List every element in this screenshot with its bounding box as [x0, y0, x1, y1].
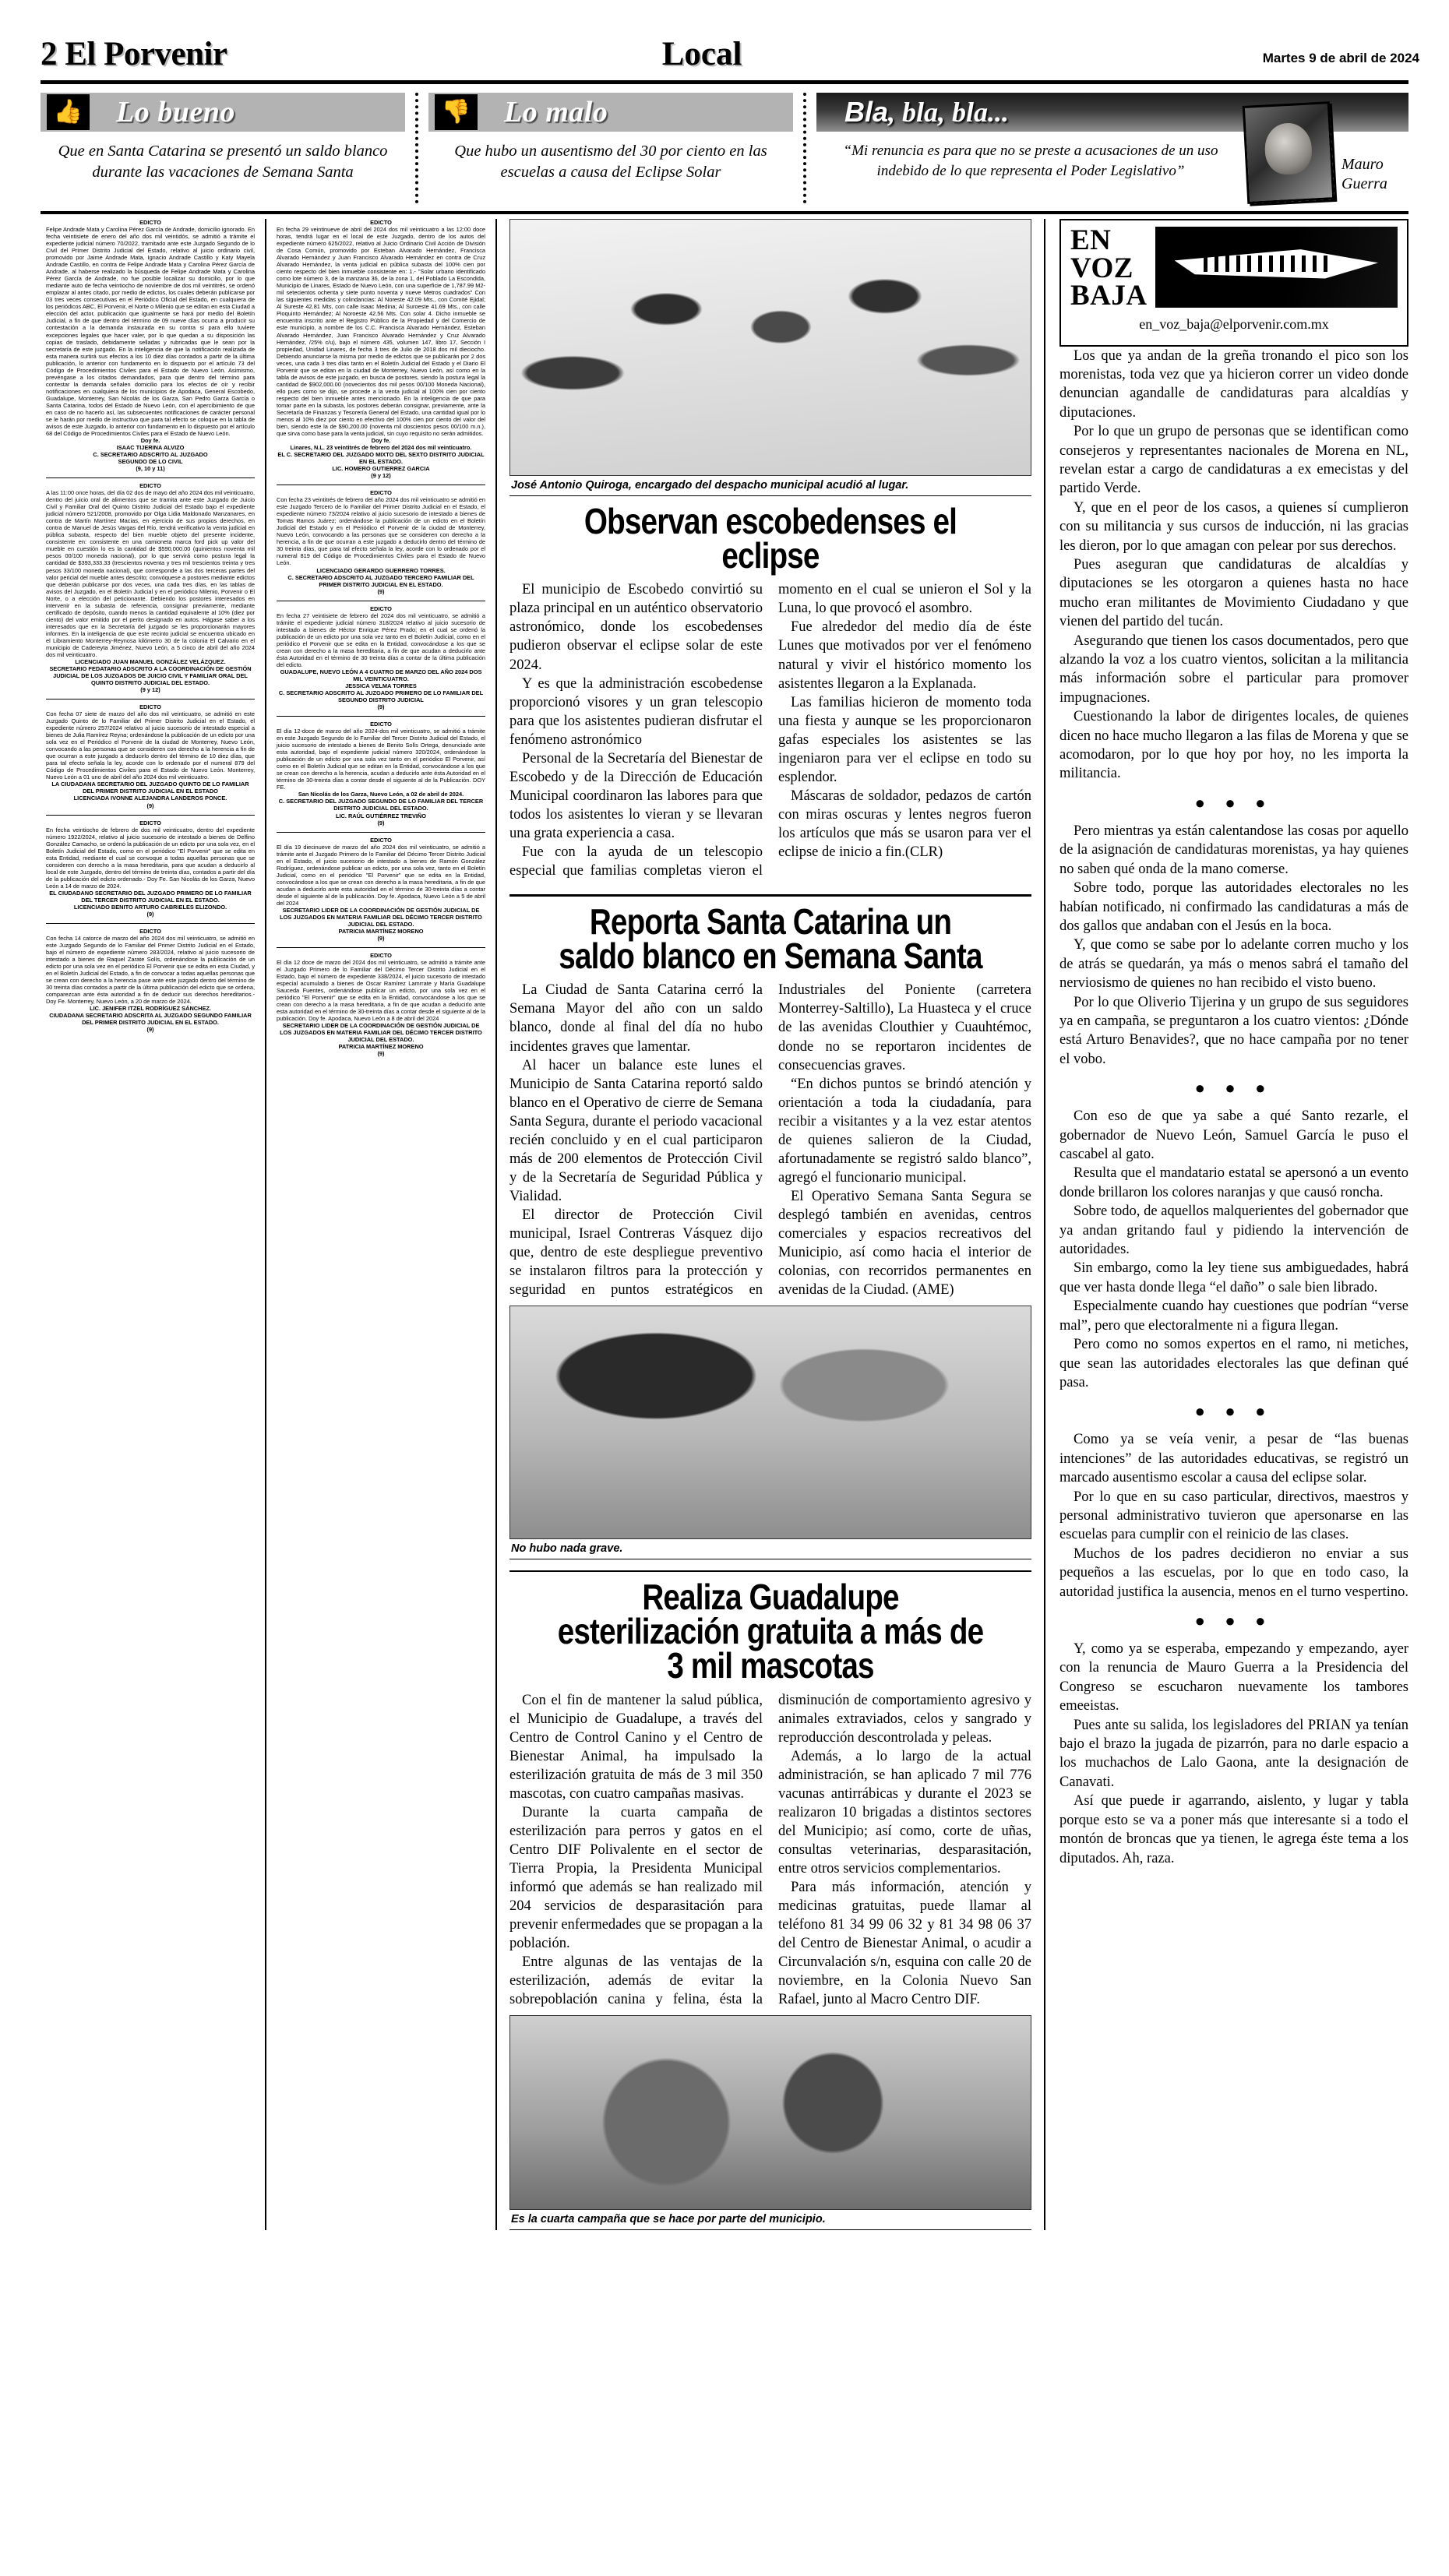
en-voz-baja-paragraph: Especialmente cuando hay cuestiones que podrían “verse mal”, pero que electoralmente ni a figura llegan.: [1059, 1299, 1408, 1334]
article-paragraph: Durante la cuarta campaña de esterilización para perros y gatos en el Centro DIF Polivalente en el sector de Tierra Propia, la Presidenta Municipal informó que además se han realizado mil 204 servicios de desparasitación para prevenir enfermedades que se propagan a la población.: [509, 1804, 763, 1952]
legal-notice-header: EDICTO: [370, 489, 392, 497]
legal-notice-body: En fecha 29 veintinueve de abril del 2024 dos mil veinticuatro a las 12:00 doce horas, tendrá lugar en el local de este Juzgado, dentro de los autos del expediente número 625/2022, relativo al Juicio Ordinario Civil Acción de División de Cosa Común, promovido por Esteban Alvarado Hernández, Francisca Alvarado Hernández y Juan Francisco Alvarado Hernández en contra de Cruz Alvarado Hernández, la venta judicial en pública subasta del 100% cien por ciento respecto del bien inmueble consistente en: 1.- "Solar urbano identificado como lote número 3, de la manzana 36, de la zona 1, del Poblado La Escondida, Municipio de Linares, Estado de Nuevo León, con una superficie de 1,787.99 M2-mil setecientos ochenta y siete punto noventa y nueve Metros cuadrados" Con las siguientes medidas y colindancias: Al Noreste 42.09 Mts., con Comité Ejidal; Al Sureste 42.81 Mts, con calle Isaac Medina; Al Suroeste 41.69 Mts., con calle Pioquinto Hernández; Al Noroeste 42.56 Mts. Con solar 4. Dicho inmueble se encuentra inscrito ante el Registro Público de la Propiedad y del Comercio de este municipio, a nombre de los C.C. Francisca Alvarado Hernández, Esteban Alvarado Hernández, Juan Francisco Alvarado Hernández y Cruz Alvarado Hernández, /25% c/u), bajo el número 435, volumen 147, libro 17, Sección I propiedad, Unidad Linares, de fecha 3 tres de Julio de 2018 dos mil dieciocho. Debiendo anunciarse la misma por medio de edictos que se publicarán por 2 dos veces, una cada 3 tres días tanto en el Boletín Judicial del Estado y el Diario El Porvenir que se editan en la ciudad de Monterrey, Nuevo León, así como en la tabla de avisos de este juzgado, en busca de postores, siendo la postura legal la cantidad de $902,000.00 (novecientos dos mil pesos 00/100 Moneda Nacional), ello pues como se dijo, se procede a la venta judicial al 100% cien por ciento respecto del bien inmueble antes mencionado. En la inteligencia de que para tomar parte en la subasta, los postores deberán consignar, previamente, ante la Secretaría de Finanzas y Tesorería General del Estado, una cantidad igual por lo menos al 10% diez por ciento en efectivo del 100% cien por ciento del valor del bien, siendo este la de $90,200.00 (noventa mil doscientos pesos 00/100 m.n.), que sirva como base para la venta judicial, sin cuyo requisito no serán admitidos.: [276, 226, 486, 437]
article-santa-catarina: [509, 901, 1031, 1559]
en-voz-baja-paragraph: Sobre todo, de aquellos malquerientes del gobernador que ya andan gritando faul y pidiendo la intervención de autoridades.: [1059, 1203, 1408, 1258]
legal-notice-body: En fecha 27 veintisiete de febrero del 2024 dos mil veinticuatro, se admitió a trámite el expediente judicial número 318/2024 relativo al juicio sucesorio de intestado a bienes de Héctor Enrique Pérez Prado; en el cual se ordenó la publicación de un edicto por una sola vez tanto en el Boletín Judicial, como en el periódico el Porvenir que se edita en la Entidad, convocándose a los que se crean con derecho a la masa hereditaria, a fin de que acudan a deducirlo ante ésta Autoridad en el término de 30 treinta días a contar de la última publicación del edicto.: [276, 611, 486, 668]
guadalupe-photo-caption: Es la cuarta campaña que se hace por parte del municipio.: [509, 2210, 1031, 2230]
title-line-1: EN: [1070, 224, 1112, 256]
bla-bla-body: [816, 132, 1408, 202]
en-voz-baja-paragraph: Y, que en el peor de los casos, a quienes sí cumplieron con su militancia y sus cursos de inducción, ni las gracias les dieron, por lo que amagan con pelear por sus derechos.: [1059, 499, 1408, 554]
article-paragraph: La Ciudad de Santa Catarina cerró la Semana Mayor del año con un saldo blanco, donde al final del día no hubo incidentes graves que lamentar.: [509, 982, 763, 1055]
issue-date: Martes 9 de abril de 2024: [1262, 51, 1419, 65]
eclipse-body: [509, 580, 1031, 880]
legal-notice-header: EDICTO: [139, 819, 161, 826]
en-voz-baja-paragraph: Sin embargo, como la ley tiene sus ambiguedades, habrá que ver hasta donde llega “el daño” o sale bien librado.: [1059, 1260, 1408, 1295]
articles-column: [502, 219, 1039, 2230]
en-voz-baja-title: [1070, 224, 1148, 312]
legal-notice-header: EDICTO: [370, 721, 392, 728]
lo-bueno-text: Que en Santa Catarina se presentó un saldo blanco durante las vacaciones de Semana Santa: [58, 143, 388, 181]
guadalupe-headline: Realiza Guadalupe esterilización gratuita a más de 3 mil mascotas: [557, 1577, 984, 1686]
section-title: Local: [661, 36, 742, 72]
photo-image: [510, 2016, 1031, 2209]
legal-notice-number: (9, 10 y 11): [136, 465, 165, 473]
legal-notice-body: El día 12-doce de marzo del año 2024-dos mil veinticuatro, se admitió a trámite en este Juzgado Segundo de lo Familiar del Tercer Distrito Judicial del Estado, el juicio sucesorio de intestado a bienes de Benito Solís Ortega, denunciado ante esta autoridad, bajo el expediente judicial número 320/2024, ordenándose la publicación de un edicto por una sola vez tanto en el periódico El Porvenir, así como en el Boletín Judicial que se editan en la Entidad, convocándose a los que se crean con derecho a la herencia, acudan a deducirlo ante ésta Autoridad en el término de 30-treinta días a contar desde el siguiente al de la Publicación. DOY FE.: [276, 728, 486, 791]
legal-notice-body: En fecha veintiocho de febrero de dos mil veinticuatro, dentro del expediente número 1922/2024, relativo al juicio sucesorio de intestado a bienes de Delfino González Camacho, se ordenó la publicación de un edicto por una sola vez, en el Boletín Judicial del Estado, como en el periódico "El Porvenir" que se edita en esta Entidad, mediante el cual se convoque a todas aquellas personas que se consideren con derecho a la masa hereditaria, para que acudan a deducirlo al local de este Juzgado, dentro del término de treinta días, contados a partir del día de la publicación del edicto ordenado.- Doy Fe. San Nicolás de los Garza, Nuevo León a 14 de marzo de 2024.: [46, 826, 256, 890]
legal-notice-signature: SEGUNDO DE LO CIVIL: [118, 458, 183, 466]
legal-notice-signature: C. SECRETARIO ADSCRITO AL JUZGADO PRIMERO DE LO FAMILIAR DEL SEGUNDO DISTRITO JUDICIAL: [278, 689, 484, 704]
en-voz-baja-paragraph: Sobre todo, porque las autoridades electorales no les habían notificado, ni confirmado las candidaturas a más de dos gallos que andaban con el Jesús en la boca.: [1059, 880, 1408, 934]
legal-notice-signature: EL CIUDADANO SECRETARIO DEL JUZGADO PRIMERO DE LO FAMILIAR DEL TERCER DISTRITO JUDICIAL EN EL ESTADO.: [49, 889, 252, 904]
mauro-guerra-photo: [1243, 101, 1334, 204]
legal-notice-body: A las 11:00 once horas, del día 02 dos de mayo del año 2024 dos mil veinticuatro, dentro del juicio oral de alimentos que se tramita ante este Juzgado de Juicio Civil y Familiar Oral del Quinto Distrito Judicial del Estado bajo el expediente judicial número 521/2008, promovido por Olga Lidia Maldonado Manzanares, en contra de Martín Martínez Macias, en ejercicio de sus propios derechos, en contra de Manuel de Jesús Vargas del Río, tendrá verificativo la venta judicial en pública subasta, respecto del bien mueble objeto del presente incidente, consistente en: consistente en una camioneta marca ford pick up valor del mueble en cuestión lo es la cantidad de $590,000.00 (quinientos noventa mil pesos 00/100 moneda nacional), por lo que servirá como postura legal la cantidad de $393,333.33 (trescientos noventa y tres mil trescientos treinta y tres pesos 33/100 moneda nacional), que corresponde a las dos terceras partes del valor pericial del mueble antes descrito; convóquese a postores mediante edictos que deberán publicarse por dos veces, una cada tres días, en las tablas de avisos del Juzgado, en el Boletín Judicial y en el periódico Milenio, Porvenir o El Norte, o a elección del peticionante. Debiendo los postores interesados en intervenir en la subasta de referencia, consignar previamente, mediante certificado de depósito, cuando menos la cantidad equivalente al 10% (diez por ciento) del valor emitido por el perito designado en autos. Hágase saber a los interesados que en la Secretaría del juzgado se les proporcionarán mayores informes. En la inteligencia de que este recinto judicial se encuentra ubicado en el Libramiento Monterrey-Reynosa kilómetro 30 de la colonia El Calvario en el municipio de Cadereyta Jiménez, Nuevo León, a 5 cinco de abril del año 2024 dos mil veinticuatro.: [46, 489, 256, 658]
eclipse-photo-caption: José Antonio Quiroga, encargado del despacho municipal acudió al lugar.: [509, 476, 1031, 496]
en-voz-baja-paragraph: Asegurando que tienen los casos documentados, pero que alzando la voz a los cuatro vientos, solicitan a la militancia más información sobre el particular para promover impugnaciones.: [1059, 633, 1408, 706]
paragraph-group-separator: ● ● ●: [1194, 1401, 1274, 1422]
en-voz-baja-email: en_voz_baja@elporvenir.com.mx: [1139, 315, 1329, 332]
article-paragraph: Además, a lo largo de la actual administración, se han aplicado 7 mil 776 vacunas antirrábicas y durante el 2023 se realizaron 10 brigadas a distintos sectores del Municipio; así como, corte de uñas, consultas veterinarias, desparasitación, entre otros servicios complementarios.: [778, 1748, 1031, 1877]
article-separator-2: [509, 1569, 1031, 1572]
legal-notice: [46, 928, 255, 1033]
title-line-2: VOZ: [1070, 252, 1133, 284]
article-separator-1: [509, 893, 1031, 897]
article-paragraph: El municipio de Escobedo convirtió su plaza principal en un auténtico observatorio astronómico, donde los escobedenses pudieron observar el eclipse solar de este 2024.: [509, 582, 763, 673]
legal-notice-header: EDICTO: [139, 219, 161, 226]
legal-notice-signature: JESSICA VELMA TORRES: [345, 682, 417, 689]
legal-notice-signature: San Nicolás de los Garza, Nuevo León, a 02 de abril de 2024.: [298, 791, 464, 798]
paragraph-group-separator: ● ● ●: [1194, 1611, 1274, 1631]
legal-notice-signature: LICENCIADO JUAN MANUEL GONZÁLEZ VELÁZQUEZ.: [75, 657, 226, 665]
lo-malo-block: [428, 93, 793, 203]
eclipse-crowd-photo: [509, 219, 1031, 476]
legal-notice-signature: LICENCIADO BENITO ARTURO CABRIELES ELIZONDO.: [73, 903, 227, 911]
legal-notice-header: EDICTO: [370, 836, 392, 844]
legal-notice-signature: C. SECRETARIO ADSCRITO AL JUZGADO: [93, 451, 208, 459]
en-voz-baja-paragraph: Como ya se veía venir, a pesar de “las buenas intenciones” de las autoridades educativas, se registró un marcado ausentismo escolar a causa del eclipse solar.: [1059, 1432, 1408, 1486]
legal-notice-number: (9): [146, 910, 154, 918]
legal-notice-header: EDICTO: [370, 219, 392, 226]
en-voz-baja-paragraph: Y, que como se sabe por lo adelante corren mucho y los de atrás se quedarán, ya más o menos sabrá el tamaño del nerviosismo de quienes no han recibido el visto bueno.: [1059, 937, 1408, 992]
legal-notice-signature: EL C. SECRETARIO DEL JUZGADO MIXTO DEL SEXTO DISTRITO JUDICIAL EN EL ESTADO.: [277, 451, 485, 466]
megaphone-art-icon: [1155, 227, 1398, 308]
en-voz-baja-paragraph: Cuestionando la labor de dirigentes locales, de quienes dicen no hace mucho llegaron a las filas de Morena y que se acomodaron, por lo que hoy por hoy, no les importa la militancia.: [1059, 709, 1408, 782]
legal-notice-header: EDICTO: [139, 927, 161, 935]
legal-notice-signature: GUADALUPE, NUEVO LEÓN A 4 CUATRO DE MARZO DEL AÑO 2024 DOS MIL VEINTICUATRO.: [280, 668, 482, 682]
legal-notice-body: El día 12 doce de marzo del 2024 dos mil veinticuatro, se admitió a trámite ante el Juzgado Primero de lo Familiar del Décimo Tercer Distrito Judicial en el Estado, bajo el número de expediente 338/2024, el juicio sucesorio de intestado especial acumulado a bienes de Oscar Ramírez Lamrrate y María Guadalupe Sauceda Fuentes, ordenándose publicar un edicto, por una sola vez en el periódico "El Porvenir" que se edita en la Entidad, convocándose a los que se crean con derecho a la masa hereditaria, a fin de que acudan a deducirlo ante esta autoridad en el término de 30-treinta días a contar desde el siguiente al de la publicación. Doy fe. Apodaca, Nuevo León a 8 de abril del 2024: [276, 959, 486, 1023]
divider-1: [415, 93, 418, 203]
legal-notice-signature: LIC. JENIFER ITZEL RODRÍGUEZ SÁNCHEZ.: [90, 1005, 211, 1013]
title-line-3: BAJA: [1070, 280, 1148, 312]
article-paragraph: Y es que la administración escobedense proporcionó visores y un gran telescopio para que los asistentes pudieran disfrutar el fenómeno astronómico: [509, 675, 763, 748]
legal-notice: [46, 219, 255, 472]
legal-notice-number: (9 y 12): [371, 472, 391, 480]
legal-notice: [46, 703, 255, 809]
en-voz-baja-paragraph: Con eso de que ya sabe a qué Santo rezarle, el gobernador de Nuevo León, Samuel García le puso el cascabel al gato.: [1059, 1108, 1408, 1163]
legal-notice-signature: LA CIUDADANA SECRETARIO DEL JUZGADO QUINTO DE LO FAMILIAR DEL PRIMER DISTRITO JUDICIAL EN EL ESTADO: [51, 781, 249, 795]
masthead-rule: [41, 80, 1408, 86]
legal-notice-signature: SECRETARIO FEDATARIO ADSCRITO A LA COORDINACIÓN DE GESTIÓN JUDICIAL DE LOS JUZGADOS DE JUICIO CIVIL Y FAMILIAR ORAL DEL QUINTO DISTRITO JUDICIAL DEL ESTADO.: [49, 664, 252, 686]
en-voz-baja-paragraph: Pero como no somos expertos en el ramo, ni metiches, que sean las autoridades electorales las que definan qué pasa.: [1059, 1337, 1408, 1390]
legal-notice-signature: LICENCIADA IVONNE ALEJANDRA LANDEROS PONCE.: [73, 795, 227, 802]
legal-notice-signature: Linares, N.L. 23 veintitrés de febrero del 2024 dos mil veinticuatro.: [290, 444, 472, 451]
opinion-banner-row: [41, 93, 1408, 203]
en-voz-baja-column: [1050, 219, 1408, 2230]
en-voz-baja-paragraph: Por lo que Oliverio Tijerina y un grupo de sus seguidores ya en campaña, se preguntaron a los cuatro vientos: ¿Dónde está Arturo Benavides?, que no hace campaña por no tener el vobo.: [1059, 994, 1408, 1067]
bla-bla-block: [816, 93, 1408, 203]
legal-notice-body: El día 19 diecinueve de marzo del año 2024 dos mil veinticuatro, se admitió a trámite ante el Juzgado Primero de lo Familiar del Décimo Tercer Distrito Judicial en el Estado, el juicio sucesorio de intestado a bienes de Ramón González Rodríguez, ordenándose publicar un edicto, por una sola vez, tanto en el Boletín Judicial, como en el periódico "El Porvenir" que se edita en la Entidad, convocándose a los que se crean con derecho a la masa hereditaria, a fin de que acudan a deducirlo ante esta autoridad en el término de 30-treinta días a contar desde el siguiente al de la publicación. Doy fe. Apodaca, Nuevo León a 5 de abril del 2024: [276, 843, 486, 907]
legal-notice-number: (9): [146, 802, 154, 809]
en-voz-baja-box: [1059, 219, 1408, 347]
en-voz-baja-paragraph: Por lo que un grupo de personas que se identifican como consejeros y representantes nacionales de Morena en NL, revelan estar a cargo de candidaturas a ex emecistas y del partido Verde.: [1059, 424, 1408, 497]
bla-rest: , bla, bla...: [888, 97, 1010, 128]
legal-notices-section: [41, 219, 491, 2230]
bla-bla-title: [844, 98, 1009, 126]
legal-notice-number: (9): [377, 819, 385, 826]
legal-notice-body: Con fecha 14 catorce de marzo del año 2024 dos mil veinticuatro, se admitió en este Juzgado Segundo de lo Familiar del Primer Distrito Judicial en el Estado, bajo el número de expediente número 283/2024, relativo al juicio sucesorio de intestado a bienes de Raquel Zarate Solís, ordenándose la publicación de un edicto por una sola vez en el periódico El Porvenir que se edita en esta Ciudad, y en el Boletín Judicial del Estado, a fin de convocar a todas aquellas personas que se crean con derecho a la herencia pase ante este juzgado dentro del término de 30 treinta días contados a partir de la última publicación del edicto que se ordena, comparezcan ante ésta autoridad a fin de deducir sus derechos hereditarios.- Doy Fe. Monterrey, Nuevo León, a 20 de marzo de 2024.: [46, 935, 256, 1006]
lo-bueno-header: [41, 93, 405, 132]
article-paragraph: Entre algunas de las ventajas de la esterilización, además de evitar la sobrepoblación canina y felina, ésta la disminución de comportamiento agresivo y animales extraviados, celos y sangrado y reproducción descontrolada y peleas.: [509, 1692, 1031, 2008]
article-eclipse: [509, 219, 1031, 880]
pet-sterilization-photo: [509, 2015, 1031, 2210]
person-line-1: Mauro: [1341, 156, 1384, 173]
legal-notice-divider: [277, 832, 485, 833]
lo-bueno-title: Lo bueno: [116, 96, 235, 129]
legal-notice-signature: LICENCIADO GERARDO GUERRERO TORRES.: [316, 566, 446, 574]
legal-notice-header: EDICTO: [139, 482, 161, 490]
person-line-2: Guerra: [1341, 175, 1387, 192]
en-voz-baja-paragraph: Muchos de los padres decidieron no enviar a sus pequeños a las escuelas, por lo que en todo caso, la autoridad justifica la ausencia, menos en el turno vespertino.: [1059, 1545, 1408, 1600]
legal-notice-signature: C. SECRETARIO ADSCRITO AL JUZGADO TERCERO FAMILIAR DEL PRIMER DISTRITO JUDICIAL EN EL ESTADO.: [287, 573, 474, 588]
lo-malo-title: Lo malo: [504, 96, 608, 129]
legal-notice: [277, 605, 485, 710]
legal-notice-header: EDICTO: [139, 703, 161, 711]
legal-notice-divider: [277, 947, 485, 948]
en-voz-baja-paragraph: Y, como ya se esperaba, empezando y empezando, ayer con la renuncia de Mauro Guerra a la Presidencia del Congreso se escucharon nuevamente los tambores emeeistas.: [1059, 1641, 1408, 1714]
paragraph-group-separator: ● ● ●: [1194, 792, 1274, 812]
legal-notice-number: (9): [377, 703, 385, 711]
article-paragraph: “En dichos puntos se brindó atención y orientación a toda la ciudadanía, para recibir a visitantes y a la vez estar atentos de quienes salieron de la Ciudad, afortunadamente se registró saldo blanco”, agregó el funcionario municipal.: [778, 1076, 1031, 1186]
en-voz-baja-paragraph: Los que ya andan de la greña tronando el pico son los morenistas, toda vez que ya hicieron correr un video donde denuncian agandalle de candidaturas para alcaldías y diputaciones.: [1059, 347, 1408, 421]
legal-notice-number: (9): [146, 1026, 154, 1034]
page-title: 2 El Porvenir: [41, 36, 227, 72]
legal-notice-divider: [277, 716, 485, 717]
legal-notice-divider: [46, 815, 255, 816]
legal-notice-signature: Doy fe.: [371, 436, 391, 444]
legal-notice: [277, 489, 485, 594]
thumbs-down-icon: 👎: [435, 94, 478, 130]
photo-image: [510, 220, 1031, 475]
legal-notice-signature: PATRICIA MARTÍNEZ MORENO: [338, 1043, 424, 1051]
masthead: [23, 0, 1426, 76]
santa-catarina-body: [509, 981, 1031, 1299]
eclipse-headline: Observan escobedenses el eclipse: [583, 501, 957, 576]
banner-bottom-rule: [41, 210, 1408, 214]
legal-notice: [277, 952, 485, 1057]
article-paragraph: El Operativo Semana Santa Segura se desplegó también en avenidas, centros comerciales y espacios recreativos del Municipio, así como hacia el interior de colonias, con recorridos permanentes en avenidas de la Ciudad. (AME): [778, 1188, 1031, 1299]
column-divider-a: [265, 219, 266, 2230]
article-paragraph: Máscaras de soldador, pedazos de cartón con miras oscuras y lentes negros fueron los artículos que más se usaron para ver el eclipse de inicio a fin.(CLR): [778, 788, 1031, 860]
lo-malo-text: Que hubo un ausentismo del 30 por ciento en las escuelas a causa del Eclipse Solar: [454, 143, 767, 181]
legal-notice-number: (9): [377, 935, 385, 942]
article-guadalupe: [509, 1577, 1031, 2230]
article-paragraph: Fue alrededor del medio día de éste Lunes que motivados por ver el fenómeno natural y vivir el histórico momento los asistentes llegaron a la Explanada.: [778, 619, 1031, 692]
legal-notice-signature: LIC. HOMERO GUTIERREZ GARCIA: [332, 465, 430, 473]
guadalupe-body: [509, 1691, 1031, 2010]
legal-column-2: [271, 219, 491, 2230]
article-paragraph: Personal de la Secretaría del Bienestar de Escobedo y de la Dirección de Educación Municipal coordinaron las labores para que todos los asistentes lo vieran y se llevaran una grata experiencia a casa.: [509, 750, 763, 841]
article-paragraph: Para más información, atención y medicinas gratuitas, puede llamar al teléfono 81 34 99 06 32 y 81 34 98 06 37 del Centro de Bienestar Animal, o acudir a Circunvalación s/n, esquina con calle 20 de noviembre, en la Colonia Nuevo San Rafael, junto al Macro Centro DIF.: [778, 1880, 1031, 2008]
lo-bueno-block: [41, 93, 405, 203]
divider-2: [803, 93, 806, 203]
legal-notice-body: Con fecha 23 veintitrés de febrero del año 2024 dos mil veinticuatro se admitió en este Juzgado Tercero de lo Familiar del Primer Distrito Judicial en el Estado, el expediente número 73/2024 relativo al juicio sucesorio de intestado a bienes de Tomas Ramos Juárez; ordenándose la publicación de un edicto en el Boletín Judicial del Estado y en el Periódico el Porvenir de la ciudad de Monterrey, Nuevo León, convocando a las personas que se consideren con derecho a la herencia, a fin de que ocurran a este juzgado a deducirlo dentro del término de 30 treinta días, que para tal efecto señala la ley, acorde con lo ordenado por el numeral 819 del Código de Procedimientos Civiles para el Estado de Nuevo León.: [276, 496, 486, 567]
legal-notice-signature: SECRETARIO LIDER DE LA COORDINACIÓN DE GESTIÓN JUDICIAL DE LOS JUZGADOS EN MATERIA FAMILIAR DEL DÉCIMO TERCER DISTRITO JUDICIAL DEL ESTADO.: [280, 906, 482, 928]
legal-notice-body: Con fecha 07 siete de marzo del año dos mil veinticuatro, se admitió en este Juzgado Quinto de lo Familiar del Primer Distrito Judicial en el Estado, el expediente número 257/2024 relativo al juicio sucesorio de intestado especial a bienes de Julia Ramírez Reyna; ordenándose la publicación de un edicto por una sola vez en el Periódico el Porvenir de la ciudad de Monterrey, Nuevo León, convocando a las personas que se consideren con derecho a la herencia a fin de que ocurran a este juzgado a deducirlo dentro del término de 10 diez días, que para tal efecto señala la ley, acorde con lo ordenado por el numeral 879 del Código de Procedimientos Civiles para el Estado de Nuevo León. Monterrey, Nuevo León a 01 uno de abril del año 2024 dos mil veinticuatro.: [46, 710, 256, 781]
column-divider-b: [495, 219, 497, 2230]
en-voz-baja-paragraph: Por lo que en su caso particular, directivos, maestros y personal administrativo tuvieron que apersonarse en las escuelas para cumplir con el reinicio de las clases.: [1059, 1489, 1408, 1543]
legal-column-1: [41, 219, 260, 2230]
legal-notice-number: (9): [377, 1050, 385, 1058]
legal-notice-header: EDICTO: [370, 604, 392, 612]
legal-notice-signature: ISAAC TIJERINA ALVIZO: [116, 444, 185, 451]
bla-person-name: [1337, 138, 1408, 194]
legal-notice-signature: LIC. RAÚL GUTIÉRREZ TREVIÑO: [335, 812, 427, 819]
article-paragraph: Con el fin de mantener la salud pública, el Municipio de Guadalupe, a través del Centro de Control Canino y el Centro de Bienestar Animal, ha impulsado la esterilización gratuita de más de 3 mil 350 mascotas, con cuatro campañas masivas.: [509, 1692, 763, 1802]
bla-quote: “Mi renuncia es para que no se preste a acusaciones de un uso indebido de lo que representa el Poder Legislativo”: [843, 143, 1218, 179]
paragraph-group-separator: ● ● ●: [1194, 1078, 1274, 1098]
article-paragraph: Al hacer un balance este lunes el Municipio de Santa Catarina reportó saldo blanco en el Operativo de cierre de Semana Santa Segura, durante el periodo vacacional recién concluido y en el cual participaron más de 200 elementos de Protección Civil y de la Secretaría de Seguridad Pública y Vialidad.: [509, 1057, 763, 1204]
legal-notice-number: (9): [377, 587, 385, 595]
lo-malo-header: [428, 93, 793, 132]
legal-notice: [46, 819, 255, 918]
legal-notice-header: EDICTO: [370, 952, 392, 960]
en-voz-baja-paragraph: Pues ante su salida, los legisladores del PRIAN ya tenían bajo el brazo la jugada de pizarrón, para no darle espacio a los muchachos de Lalo Gaona, ante la designación de Canavati.: [1059, 1717, 1408, 1790]
legal-notice: [46, 482, 255, 693]
column-divider-c: [1044, 219, 1045, 2230]
legal-notice-divider: [46, 699, 255, 700]
legal-notice-signature: PATRICIA MARTÍNEZ MORENO: [338, 927, 424, 935]
protection-civil-photo: [509, 1306, 1031, 1539]
legal-notice-body: Felipe Andrade Mata y Carolina Pérez García de Andrade, domicilio ignorado. En fecha veintisiete de enero del año dos mil veintidós, se admitió a trámite el expediente judicial número 70/2022, tramitado ante este Juzgado Segundo de lo Civil del Primer Distrito Judicial del Estado, relativo al juicio ordinario civil, promovido por Jaime Andrade Mata, Ignacio Andrade Castillo y Katy Mayela Andrade Castillo, en contra de Felipe Andrade Mata y Carolina Pérez García de Andrade, al haberse realizado la búsqueda de Felipe Andrade Mata y Carolina Pérez García de Andrade, no fue posible localizar su domicilio, por lo que mediante auto de fecha veintiocho de noviembre de dos mil veintitrés, se ordenó emplazar al antes citado, por medio de edictos, los cuales deberán publicarse por 03 tres veces consecutivas en el Periódico Oficial del Estado, en cualquiera de los periódicos ABC, El Porvenir, el Norte o Milenio que se editan en esta Ciudad a elección del actor, publicación que igualmente se hará por medio del Boletín Judicial, a fin de que dentro del término de 09 nueve días ocurra a producir su contestación a la demanda instaurada en su contra si para ello tuviere excepciones legales que hacer valer, por lo que quedan a su disposición las copias de traslado, debidamente selladas y rubricadas que le sean por la secretaría de este juzgado. En la inteligencia de que la notificación realizada de esta manera surtirá sus efectos a los 10 diez días contados a partir de la última publicación, lo anterior con fundamento en lo dispuesto por el artículo 73 del Código de Procedimientos Civiles para el Estado de Nuevo León. Asimismo, prevéngase a los citados demandados, para que dentro del término para contestar la demanda señalen domicilio para los efectos de oír y recibir notificaciones en cualquiera de los municipios de Apodaca, General Escobedo, Guadalupe, Monterrey, San Nicolás de los Garza, San Pedro Garza García o Santa Catarina, todos del Estado de Nuevo León, con el apercibimiento de que en caso de no hacerlo así, las subsecuentes notificaciones de carácter personal se le harán por medio de instructivo que para tal efecto se coloque en la tabla de avisos de este Juzgado, lo anterior con fundamento en lo dispuesto por el artículo 68 del Código de Procedimientos Civiles para el Estado de Nuevo León.: [46, 226, 256, 437]
thumbs-up-icon: 👍: [47, 94, 90, 130]
legal-notice: [277, 837, 485, 942]
en-voz-baja-paragraph: Así que puede ir agarrando, aislento, y lugar y tabla porque esto se va a poner más que interesante si a todo el montón de broncas que ya tienen, le agrega éste tema a los diputados. Ah, raza.: [1059, 1793, 1408, 1866]
legal-notice-divider: [46, 923, 255, 924]
legal-notice-signature: SECRETARIO LIDER DE LA COORDINACIÓN DE GESTIÓN JUDICIAL DE LOS JUZGADOS EN MATERIA FAMILIAR DEL DÉCIMO TERCER DISTRITO JUDICIAL DEL ESTADO.: [280, 1022, 482, 1044]
photo-image: [510, 1306, 1031, 1538]
bla-bold: Bla: [844, 96, 889, 128]
legal-notice: [277, 219, 485, 479]
legal-notice: [277, 721, 485, 826]
legal-notice-signature: CIUDADANA SECRETARIO ADSCRITA AL JUZGADO SEGUNDO FAMILIAR DEL PRIMER DISTRITO JUDICIAL EN EL ESTADO.: [49, 1012, 252, 1027]
legal-notice-signature: Doy fe.: [140, 436, 160, 444]
santa-catarina-photo-caption: No hubo nada grave.: [509, 1539, 1031, 1559]
en-voz-baja-paragraph: Pues aseguran que candidaturas de alcaldías y diputaciones se les otorgaron a quienes hasta no hace mucho eran militantes de Movimiento Ciudadano y que vienen del partido del tucán.: [1059, 557, 1408, 630]
en-voz-baja-paragraph: Pero mientras ya están calentandose las cosas por aquello de la asignación de candidaturas morenistas, ya hay quienes no saben qué onda de la mano comerse.: [1059, 823, 1408, 877]
article-paragraph: Fue con la ayuda de un telescopio especial que familias completas vieron el momento en el cual se unieron el Sol y la Luna, lo que provocó el asombro.: [509, 582, 1031, 879]
en-voz-baja-paragraph: Resulta que el mandatario estatal se apersonó a un evento donde brillaron los colores naranjas y que causó roncha.: [1059, 1165, 1408, 1200]
legal-notice-divider: [46, 477, 255, 478]
article-paragraph: Las familias hicieron de momento toda una fiesta y aunque se les proporcionaron gafas especiales los asistentes se las ingeniaron para ver el eclipse en todo su esplendor.: [778, 694, 1031, 785]
article-paragraph: El director de Protección Civil municipal, Israel Contreras Vásquez dijo que, dentro de este despliegue preventivo se instalaron filtros para la protección y seguridad en puntos estratégicos en Industriales del Poniente (carretera Monterrey-Saltillo), La Huasteca y el cruce de las avenidas Clouthier y Cuauhtémoc, donde no se reportaron incidentes de consecuencias graves.: [509, 982, 1031, 1299]
santa-catarina-headline: Reporta Santa Catarina un saldo blanco en Semana Santa: [559, 901, 982, 977]
en-voz-baja-header: [1070, 224, 1398, 312]
legal-notice-signature: C. SECRETARIO DEL JUZGADO SEGUNDO DE LO FAMILIAR DEL TERCER DISTRITO JUDICIAL DEL ESTADO.: [278, 798, 484, 812]
en-voz-baja-body: [1059, 347, 1408, 1868]
legal-notice-number: (9 y 12): [140, 686, 160, 694]
main-content: [41, 219, 1408, 2230]
